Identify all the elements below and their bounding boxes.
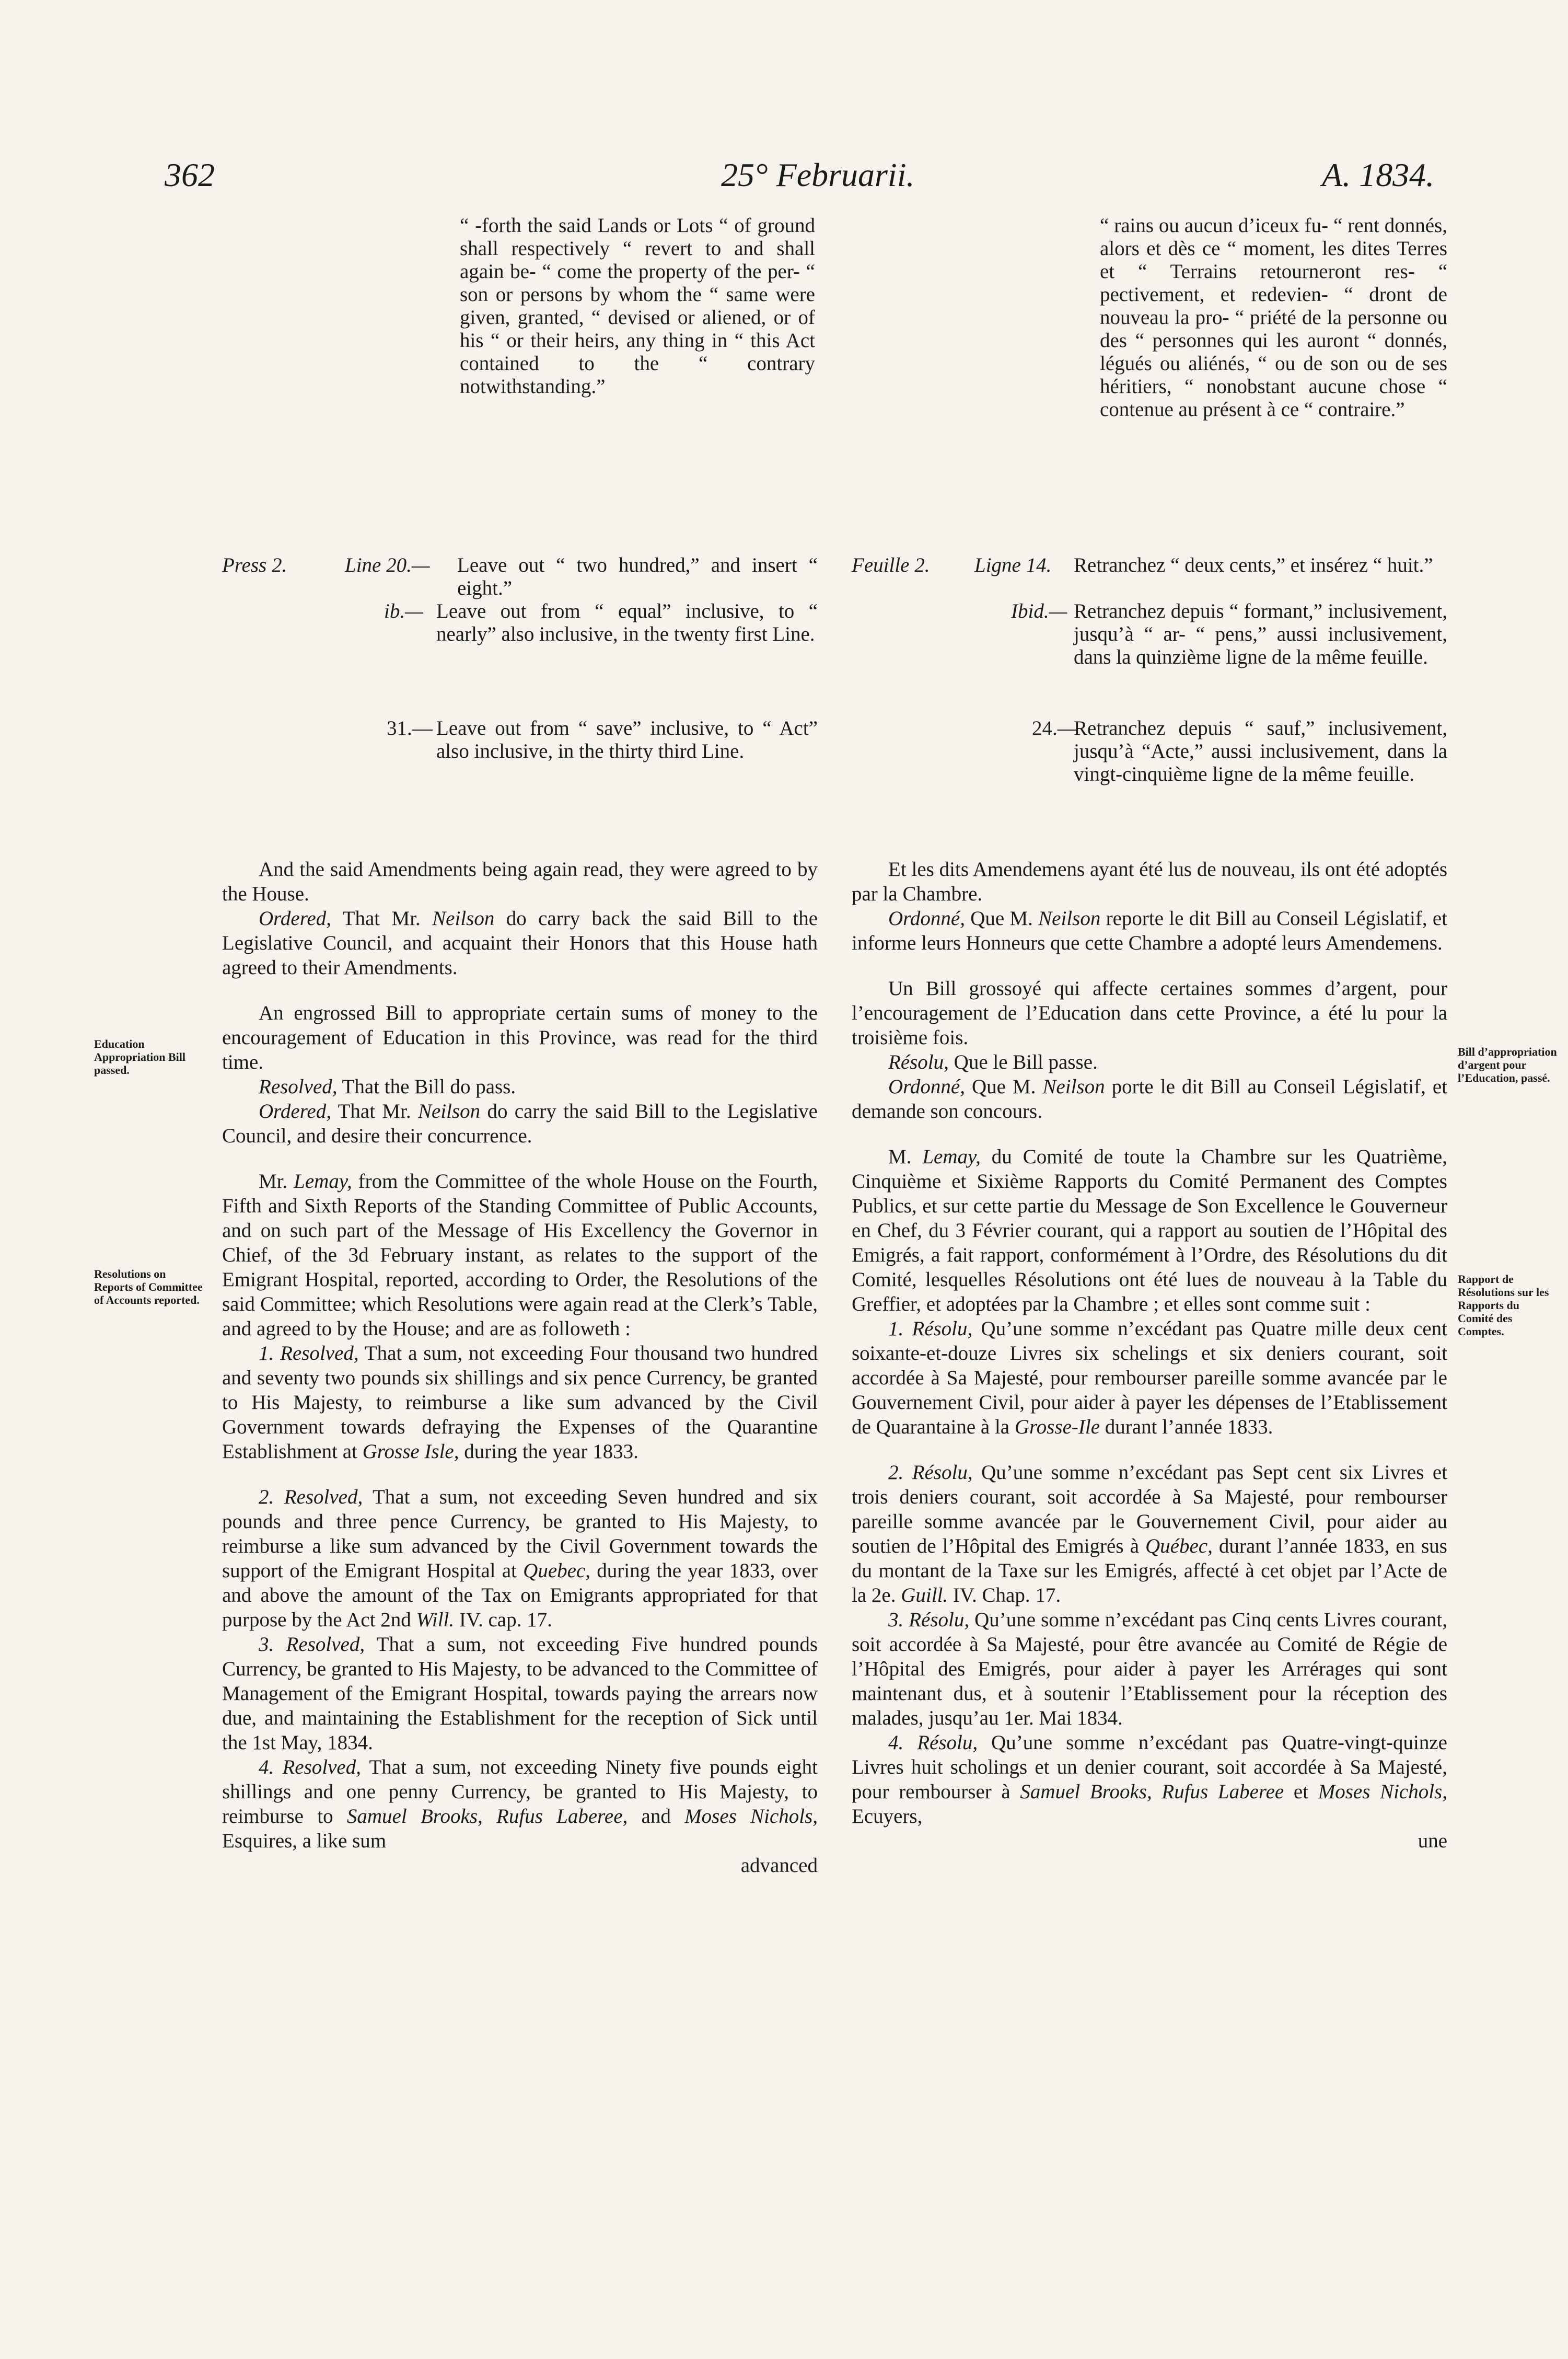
catchword: advanced: [740, 1854, 818, 1877]
feuille-label: Feuille 2.: [852, 554, 930, 576]
ligne-label: Ligne 14.: [974, 554, 1052, 576]
resolution-fr-4: 4. Résolu, Qu’une somme n’excédant pas Quatre-vingt-quinze Livres huit scholings et un denier courant, soit accordée à Sa Majesté, pour rembourser à Samuel Brooks, Rufus Laberee et Moses Nichols, Ecuyers,: [852, 1731, 1447, 1828]
amendment-1: Leave out “ two hundred,” and insert “ eight.”: [457, 554, 818, 599]
paragraph-ordered-concurrence: Ordered, That Mr. Neilson do carry the said Bill to the Legislative Council, and desire their concurrence.: [222, 1100, 818, 1147]
quote-english: “ -forth the said Lands or Lots “ of ground shall respectively “ revert to and shall again be- “ come the property of the per- “ son or persons by whom the “ same were given, granted, “ devised or aliened, or of his “ or their heirs, any thing in “ this Act contained to the “ contrary notwithstanding.”: [460, 214, 815, 398]
margin-note-bill-education-fr: Bill d’appropriation d’argent pour l’Education, passé.: [1458, 1045, 1557, 1084]
paragraphe-bill-education: Un Bill grossoyé qui affecte certaines sommes d’argent, pour l’encouragement de l’Education dans cette Province, a été lu pour la troisième fois.: [852, 977, 1447, 1049]
margin-note-resolutions: Resolutions on Reports of Committee of Accounts reported.: [94, 1267, 203, 1306]
ib-label: ib.—: [384, 600, 423, 622]
paragraphe-resolu-passe: Résolu, Que le Bill passe.: [888, 1051, 1098, 1073]
paragraph-ordered-carry-back: Ordered, That Mr. Neilson do carry back the said Bill to the Legislative Council, and acquaint their Honors that this House hath agreed to their Amendments.: [222, 907, 818, 979]
ligne-24-label: 24.—: [1032, 717, 1078, 739]
press-label: Press 2.: [222, 554, 287, 576]
paragraphe-rapport-lemay: M. Lemay, du Comité de toute la Chambre sur les Quatrième, Cinquième et Sixième Rapports du Comité Permanent des Comptes Publics, et sur cette partie du Message de Son Excellence le Gouverneur en Chef, du 3 Février courant, qui a rapport au soutien de l’Hôpital des Emigrés, a fait rapport, conformément à l’Ordre, des Résolutions du dit Comité, lesquelles Résolutions ont été lues de nouveau à la Table du Greffier, et adoptées par la Chambre ; et elles sont comme suit :: [852, 1146, 1447, 1315]
resolution-4: 4. Resolved, That a sum, not exceeding Ninety five pounds eight shillings and one penny Currency, be granted to His Majesty, to reimburse to Samuel Brooks, Rufus Laberee, and Moses Nichols, Esquires, a like sum: [222, 1756, 818, 1852]
resolution-1: 1. Resolved, That a sum, not exceeding Four thousand two hundred and seventy two pounds six shillings and six pence Currency, be granted to His Majesty, to reimburse a like sum advanced by the Civil Government towards defraying the Expenses of the Quarantine Establishment at Grosse Isle, during the year 1833.: [222, 1342, 818, 1463]
line-label: Line 20.—: [345, 554, 430, 576]
line-31-label: 31.—: [387, 717, 433, 739]
mot-de-rappel: une: [1418, 1830, 1447, 1852]
paragraphe-amendemens-adoptes: Et les dits Amendemens ayant été lus de nouveau, ils ont été adoptés par la Chambre.: [852, 858, 1447, 905]
quote-french: “ rains ou aucun d’iceux fu- “ rent donnés, alors et dès ce “ moment, les dites Terres et “ Terrains retourneront res- “ pectivement, et redevien- “ dront de nouveau la pro- “ priété de la personne ou des “ personnes qui les auront “ donnés, légués ou aliénés, “ ou de son ou de ses héritiers, “ nonobstant aucune chose “ contenue au présent à ce “ contraire.”: [1100, 214, 1447, 421]
page-number: 362: [165, 156, 215, 193]
paragraph-education-bill: An engrossed Bill to appropriate certain sums of money to the encouragement of Education in this Province, was read for the third time.: [222, 1002, 818, 1073]
amendment-2: Leave out from “ equal” inclusive, to “ nearly” also inclusive, in the twenty first Line.: [436, 600, 818, 645]
resolution-fr-2: 2. Résolu, Qu’une somme n’excédant pas Sept cent six Livres et trois deniers courant, soit accordée à Sa Majesté, pour rembourser pareille somme avancée par le Gouvernement Civil, pour aider au soutien de l’Hôpital des Emigrés à Québec, durant l’année 1833, en sus du montant de la Taxe sur les Emigrés, affecté à cet objet par l’Acte de la 2e. Guill. IV. Chap. 17.: [852, 1461, 1447, 1606]
resolution-2: 2. Resolved, That a sum, not exceeding Seven hundred and six pounds and three pence Currency, be granted to His Majesty, to reimburse a like sum advanced by the Civil Government towards the support of the Emigrant Hospital at Quebec, during the year 1833, over and above the amount of the Tax on Emigrants appropriated for that purpose by the Act 2nd Will. IV. cap. 17.: [222, 1486, 818, 1631]
margin-note-resolutions-fr: Rapport de Résolutions sur les Rapports du Comité des Comptes.: [1458, 1273, 1549, 1338]
paragraphe-ordonne-reporte: Ordonné, Que M. Neilson reporte le dit Bill au Conseil Législatif, et informe leurs Honneurs que cette Chambre a adopté leurs Amendemens.: [852, 907, 1447, 954]
page-header: [0, 156, 1568, 198]
running-year: A. 1834.: [1322, 156, 1435, 193]
amendement-1: Retranchez “ deux cents,” et insérez “ huit.”: [1074, 554, 1433, 576]
paragraph-resolved-pass: Resolved, That the Bill do pass.: [259, 1076, 516, 1098]
amendment-3: Leave out from “ save” inclusive, to “ Act” also inclusive, in the thirty third Line.: [436, 717, 818, 762]
paragraph-lemay-report: Mr. Lemay, from the Committee of the whole House on the Fourth, Fifth and Sixth Reports of the Standing Committee of Public Accounts, and on such part of the Message of His Excellency the Governor in Chief, of the 3d February instant, as relates to the support of the Emigrant Hospital, reported, according to Order, the Resolutions of the said Committee; which Resolutions were again read at the Clerk’s Table, and agreed to by the House; and are as followeth :: [222, 1170, 818, 1340]
running-title: 25° Februarii.: [721, 156, 915, 193]
amendement-2: Retranchez depuis “ formant,” inclusivement, jusqu’à “ ar- “ pens,” aussi inclusivement, dans la quinzième ligne de la même feuille.: [1074, 600, 1447, 668]
ibid-label: Ibid.—: [1011, 600, 1067, 622]
resolution-3: 3. Resolved, That a sum, not exceeding Five hundred pounds Currency, be granted to His Majesty, to be advanced to the Committee of Management of the Emigrant Hospital, towards paying the arrears now due, and maintaining the Establishment for the reception of Sick until the 1st May, 1834.: [222, 1633, 818, 1754]
amendement-3: Retranchez depuis “ sauf,” inclusivement, jusqu’à “Acte,” aussi inclusivement, dans la vingt-cinquième ligne de la même feuille.: [1074, 717, 1447, 785]
resolution-fr-1: 1. Résolu, Qu’une somme n’excédant pas Quatre mille deux cent soixante-et-douze Livres six schelings et six deniers courant, soit accordée à Sa Majesté, pour rembourser pareille somme avancée par le Gouvernement Civil, pour aider à payer les dépenses de l’Etablissement de Quarantaine à la Grosse-Ile durant l’année 1833.: [852, 1317, 1447, 1438]
resolution-fr-3: 3. Résolu, Qu’une somme n’excédant pas Cinq cents Livres courant, soit accordée à Sa Majesté, pour être avancée au Comité de Régie de l’Hôpital des Emigrés, pour aider à payer les Arrérages qui sont maintenant dus, et à soutenir l’Etablissement pour la réception des malades, jusqu’au 1er. Mai 1834.: [852, 1609, 1447, 1729]
paragraph-amendments-agreed: And the said Amendments being again read, they were agreed to by the House.: [222, 858, 818, 905]
english-body: [222, 857, 818, 1878]
french-body: [852, 857, 1447, 1853]
margin-note-education-bill: Education Appropriation Bill passed.: [94, 1037, 186, 1077]
paragraphe-ordonne-concours: Ordonné, Que M. Neilson porte le dit Bill au Conseil Législatif, et demande son concours.: [852, 1076, 1448, 1123]
